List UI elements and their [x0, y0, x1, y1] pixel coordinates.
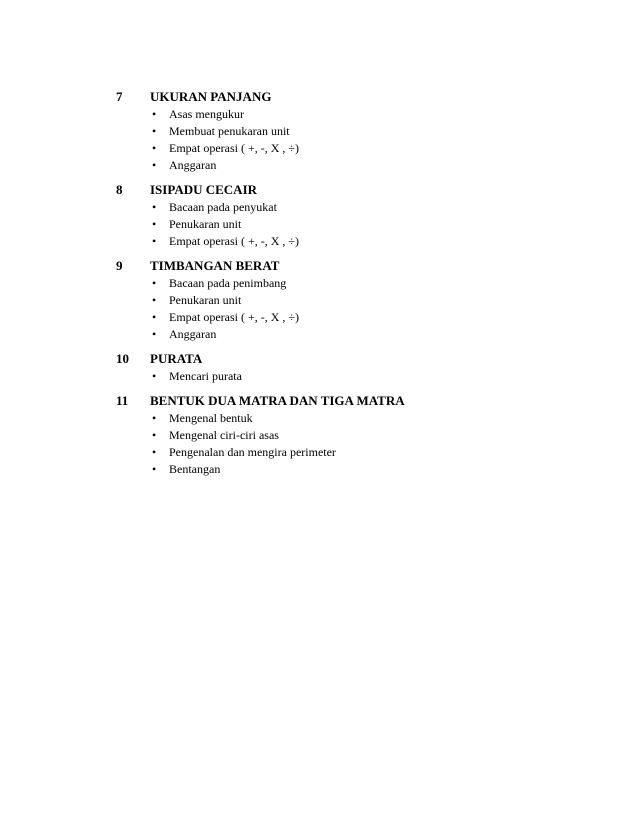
list-item	[116, 123, 596, 140]
list-item-text: Mengenal ciri-ciri asas	[169, 428, 279, 442]
bullet-icon: •	[152, 327, 157, 341]
list-item	[116, 157, 596, 174]
list-item	[116, 292, 596, 309]
list-item-text: Penukaran unit	[169, 293, 242, 307]
bullet-icon: •	[152, 369, 157, 383]
section-9	[116, 256, 596, 343]
list-item	[116, 410, 596, 427]
bullet-icon: •	[152, 234, 157, 248]
section-11	[116, 391, 596, 478]
list-item-text: Empat operasi ( +, -, X , ÷)	[169, 234, 299, 248]
section-title: UKURAN PANJANG	[150, 89, 272, 104]
bullet-icon: •	[152, 200, 157, 214]
list-item	[116, 427, 596, 444]
section-heading	[116, 256, 596, 275]
section-heading	[116, 87, 596, 106]
list-item	[116, 326, 596, 343]
section-heading	[116, 180, 596, 199]
section-number: 7	[116, 89, 123, 104]
bullet-icon: •	[152, 445, 157, 459]
list-item-text: Anggaran	[169, 158, 217, 172]
list-item	[116, 461, 596, 478]
list-item	[116, 444, 596, 461]
section-title: ISIPADU CECAIR	[150, 182, 258, 197]
list-item	[116, 199, 596, 216]
bullet-icon: •	[152, 411, 157, 425]
list-item	[116, 216, 596, 233]
list-item-text: Asas mengukur	[169, 107, 244, 121]
bullet-list	[116, 275, 596, 343]
section-10	[116, 349, 596, 385]
bullet-icon: •	[152, 217, 157, 231]
list-item	[116, 233, 596, 250]
section-number: 11	[116, 393, 129, 408]
list-item	[116, 309, 596, 326]
section-7	[116, 87, 596, 174]
list-item-text: Anggaran	[169, 327, 217, 341]
list-item	[116, 140, 596, 157]
list-item-text: Empat operasi ( +, -, X , ÷)	[169, 141, 299, 155]
section-heading	[116, 391, 596, 410]
section-number: 10	[116, 351, 129, 366]
section-8	[116, 180, 596, 250]
section-title: BENTUK DUA MATRA DAN TIGA MATRA	[150, 393, 405, 408]
bullet-icon: •	[152, 141, 157, 155]
list-item-text: Penukaran unit	[169, 217, 242, 231]
bullet-list	[116, 410, 596, 478]
section-heading	[116, 349, 596, 368]
section-number: 8	[116, 182, 123, 197]
list-item-text: Bentangan	[169, 462, 221, 476]
syllabus-sections	[116, 87, 596, 484]
list-item	[116, 106, 596, 123]
list-item-text: Pengenalan dan mengira perimeter	[169, 445, 336, 459]
section-title: TIMBANGAN BERAT	[150, 258, 280, 273]
bullet-list	[116, 199, 596, 250]
list-item-text: Empat operasi ( +, -, X , ÷)	[169, 310, 299, 324]
list-item-text: Bacaan pada penyukat	[169, 200, 277, 214]
list-item-text: Membuat penukaran unit	[169, 124, 290, 138]
bullet-icon: •	[152, 428, 157, 442]
section-title: PURATA	[150, 351, 203, 366]
bullet-icon: •	[152, 107, 157, 121]
bullet-icon: •	[152, 158, 157, 172]
bullet-icon: •	[152, 276, 157, 290]
list-item-text: Mengenal bentuk	[169, 411, 253, 425]
list-item-text: Bacaan pada penimbang	[169, 276, 287, 290]
bullet-icon: •	[152, 293, 157, 307]
list-item-text: Mencari purata	[169, 369, 242, 383]
bullet-icon: •	[152, 462, 157, 476]
bullet-icon: •	[152, 124, 157, 138]
list-item	[116, 368, 596, 385]
bullet-list	[116, 368, 596, 385]
bullet-list	[116, 106, 596, 174]
section-number: 9	[116, 258, 123, 273]
list-item	[116, 275, 596, 292]
bullet-icon: •	[152, 310, 157, 324]
